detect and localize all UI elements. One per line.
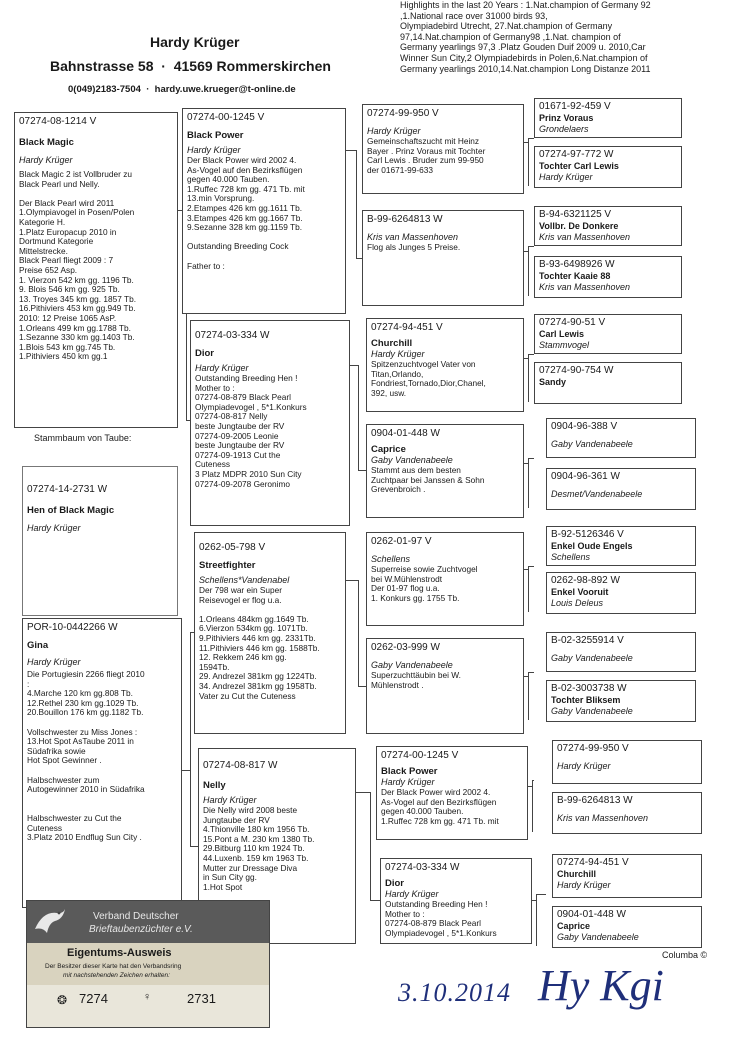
note-line: Der 798 war ein Super [199, 585, 283, 595]
connector-line [536, 894, 537, 946]
owner-contact [68, 84, 296, 95]
note-line: Bayer . Prinz Voraus mit Tochter [367, 145, 486, 156]
g4-ring-number: 07274-94-451 V [557, 857, 629, 868]
subject-breeder: Hardy Krüger [19, 155, 73, 165]
connector-line [346, 580, 358, 581]
g4-ring-number: 07274-90-754 W [539, 365, 614, 376]
connector-line [528, 672, 529, 720]
card-number-1: 7274 [79, 991, 108, 1006]
connector-line [532, 780, 534, 781]
connector-line [356, 792, 370, 793]
g4-ring-number: 01671-92-459 V [539, 101, 611, 112]
connector-line [528, 458, 529, 508]
partner-ring-number: 07274-14-2731 W [27, 484, 108, 495]
g3-ring-number: 0904-01-448 W [371, 428, 440, 439]
note-line: 13. Troyes 345 km gg. 1857 Tb. [19, 293, 136, 304]
card-gender-mark: ♀ [143, 991, 152, 1003]
note-line: As-Vogel auf den Bezirksflügen [381, 796, 497, 807]
note-line: 2010: 12 Preise 1065 AsP. [19, 312, 117, 323]
owner-address: Bahnstrasse 58 · 41569 Rommerskirchen [50, 58, 331, 74]
highlight-line: Winner Sun City,2 Olympiadebirds in Polen,6.Nat.champion of [400, 52, 648, 63]
dam-of-sire-box [190, 320, 350, 526]
note-line: Jungtaube der RV [203, 814, 270, 825]
note-line: Father to : [187, 260, 225, 271]
g3-breeder: Hardy Krüger [381, 777, 435, 787]
g4-breeder: Stammvogel [539, 340, 590, 350]
connector-line [532, 780, 533, 832]
card-ring-icon: ❂ [57, 993, 68, 1007]
g4-box-8 [546, 468, 696, 510]
g4-ring-number: 07274-90-51 V [539, 317, 606, 328]
note-line: 1.Ruffec 728 km gg. 471 Tb. mit [381, 815, 499, 826]
g4-box-4 [534, 256, 682, 298]
note-line: 1.Platz Europacup 2010 in [19, 226, 117, 237]
note-line: Preise 652 Asp. [19, 264, 78, 275]
note-line: 29. Andrezel 381km gg 1224Tb. [199, 671, 317, 682]
note-line: Black Magic 2 ist Vollbruder zu [19, 169, 132, 179]
g4-name: Prinz Voraus [539, 113, 594, 123]
g4-box-2 [534, 146, 682, 188]
ownership-card [26, 900, 270, 1028]
g3-breeder: Gaby Vandenabeele [371, 660, 453, 670]
note-line: 4.Marche 120 km gg.808 Tb. [27, 688, 133, 699]
g4-ring-number: 0904-96-388 V [551, 421, 618, 432]
connector-line [528, 246, 529, 296]
note-line: Gemeinschaftszucht mit Heinz [367, 136, 480, 146]
note-line: 16.Pithiviers 453 km gg.949 Tb. [19, 303, 136, 314]
note-line: Dortmund Kategorie [19, 236, 94, 247]
g3-name: Churchill [371, 338, 413, 349]
sire-of-dam-notes [199, 586, 341, 701]
connector-line [350, 365, 358, 366]
note-line: der 01671-99-633 [367, 164, 433, 175]
connector-line [536, 894, 546, 895]
g4-name: Tochter Kaaie 88 [539, 271, 611, 281]
g4-ring-number: 0262-98-892 W [551, 575, 620, 586]
g3-notes [367, 243, 519, 253]
handwritten-signature: Hy Kgi [538, 961, 664, 1010]
note-line: Zuchtpaar bei Janssen & Sohn [371, 474, 485, 485]
note-line: gegen 40.000 Tauben. [381, 806, 464, 817]
note-line: Vater zu Cut the Cuteness [199, 690, 296, 701]
g4-name: Tochter Carl Lewis [539, 161, 619, 171]
highlight-line: Highlights in the last 20 Years : 1.Nat.champion of Germany 92 [400, 0, 651, 10]
note-line: Halbschwester zu Cut the [27, 812, 122, 823]
g3-notes [371, 565, 519, 603]
note-line: beste Jungtaube der RV [195, 440, 285, 451]
note-line: Die Nelly wird 2008 beste [203, 805, 298, 815]
note-line: Die Portugiesin 2266 fliegt 2010 [27, 669, 145, 679]
g4-box-11 [546, 632, 696, 672]
g3-box-4 [366, 424, 524, 518]
g4-breeder: Hardy Krüger [557, 880, 611, 890]
g3-box-1 [362, 104, 524, 194]
g4-box-16 [552, 906, 702, 948]
note-line: Cuteness [195, 459, 231, 470]
connector-line [358, 580, 359, 686]
note-line: Outstanding Breeding Cock [187, 241, 289, 252]
sire-notes [187, 156, 341, 271]
note-line: Carl Lewis . Bruder zum 99-950 [367, 155, 484, 166]
note-line: Der Black Power wird 2002 4. [187, 155, 297, 165]
g4-ring-number: B-92-5126346 V [551, 529, 624, 540]
connector-line [182, 770, 190, 771]
note-line: 3.Platz 2010 Endflug Sun City . [27, 832, 142, 843]
note-line: Mittelstrecke. [19, 245, 68, 256]
note-line: Olympiadevogel , 5*1.Konkurs [385, 927, 497, 938]
g4-name: Vollbr. De Donkere [539, 221, 619, 231]
note-line: Mühlenstrodt . [371, 679, 424, 690]
g3-breeder: Hardy Krüger [367, 126, 421, 136]
highlight-line: Olympiadebird Utrecht, 27.Nat.champion of Germany [400, 21, 613, 32]
g4-breeder: Kris van Massenhoven [557, 813, 649, 823]
note-line: 12. Rekkem 246 km gg. [199, 652, 287, 663]
g4-breeder: Gaby Vandenabeele [551, 653, 633, 663]
note-line: 07274-09-2078 Geronimo [195, 478, 291, 489]
owner-name: Hardy Krüger [150, 34, 240, 50]
g3-notes [371, 671, 519, 690]
card-text-1: Der Besitzer dieser Karte hat den Verbandsring [45, 963, 182, 970]
g3-box-5 [366, 532, 524, 626]
note-line: 1.Hot Spot [203, 881, 243, 892]
note-line: Superzuchttäubin bei W. [371, 670, 461, 680]
note-line: Titan,Orlando, [371, 368, 424, 379]
columba-mark: Columba © [662, 950, 708, 960]
note-line: 1.Olympiavogel in Posen/Polen [19, 207, 135, 218]
g4-ring-number: 07274-97-772 W [539, 149, 614, 160]
g4-ring-number: B-02-3255914 V [551, 635, 624, 646]
g4-name: Tochter Bliksem [551, 695, 621, 705]
g3-box-2 [362, 210, 524, 306]
dam-of-sire-ring-number: 07274-03-334 W [195, 330, 270, 341]
note-line: in Sun City gg. [203, 872, 257, 883]
note-line: Olympiadevogel , 5*1.Konkurs [195, 401, 307, 412]
g3-notes [381, 788, 523, 826]
connector-line [370, 792, 371, 900]
owner-phone: 0(049)2183-7504 [68, 84, 141, 95]
partner-bird-box [22, 466, 178, 616]
note-line: Superreise sowie Zuchtvogel [371, 564, 478, 574]
dam-notes [27, 670, 177, 843]
sire-name: Black Power [187, 130, 244, 141]
g4-breeder: Grondelaers [539, 124, 589, 134]
note-line: 1.Blois 543 km gg.745 Tb. [19, 341, 116, 352]
sire-of-dam-box [194, 532, 346, 734]
g3-ring-number: 07274-94-451 V [371, 322, 443, 333]
connector-line [528, 246, 534, 247]
sire-of-dam-name: Streetfighter [199, 560, 256, 571]
note-line: Halbschwester zum [27, 774, 100, 785]
note-line: 34. Andrezel 381km gg 1958Tb. [199, 680, 317, 691]
note-line: Der 01-97 flog u.a. [371, 583, 440, 594]
note-line: beste Jungtaube der RV [195, 420, 285, 431]
note-line: 20.Bouillon 176 km gg.1182 Tb. [27, 707, 144, 718]
g4-ring-number: B-99-6264813 W [557, 795, 633, 806]
note-line: 1.Orleans 499 km gg.1788 Tb. [19, 322, 131, 333]
partner-name: Hen of Black Magic [27, 505, 115, 516]
connector-line [528, 354, 534, 355]
handwritten-date: 3.10.2014 [398, 978, 511, 1007]
sire-ring-number: 07274-00-1245 V [187, 112, 265, 123]
g4-breeder: Desmet/Vandenabeele [551, 489, 643, 499]
note-line: 13.min Vorsprung. [187, 193, 255, 204]
note-line: 1.Pithiviers 450 km gg.1 [19, 351, 108, 362]
dam-ring-number: POR-10-0442266 W [27, 622, 118, 633]
dam-box [22, 618, 182, 908]
highlight-line: 97,14.Nat.champion of Germany98 ,1.Nat. champion of [400, 31, 621, 42]
g4-breeder: Gaby Vandenabeele [557, 932, 639, 942]
g3-ring-number: B-99-6264813 W [367, 214, 443, 225]
g4-breeder: Hardy Krüger [557, 761, 611, 771]
sire-breeder: Hardy Krüger [187, 145, 241, 155]
sire-box [182, 108, 346, 314]
dam-of-dam-notes [203, 806, 351, 912]
connector-line [528, 138, 534, 139]
sire-of-dam-ring-number: 0262-05-798 V [199, 542, 266, 553]
dam-breeder: Hardy Krüger [27, 657, 81, 667]
g3-breeder: Gaby Vandenabeele [371, 455, 453, 465]
note-line: : [27, 678, 30, 689]
g3-ring-number: 0262-03-999 W [371, 642, 440, 653]
g4-ring-number: B-93-6498926 W [539, 259, 615, 270]
note-line: Mutter zur Dressage Diva [203, 862, 298, 873]
g3-name: Dior [385, 878, 404, 889]
subject-ring-number: 07274-08-1214 V [19, 116, 97, 127]
g3-notes [371, 466, 519, 495]
highlight-line: ,1.National race over 31000 birds 93, [400, 10, 548, 21]
note-line: Hot Spot Gewinner . [27, 755, 102, 766]
dam-of-sire-name: Dior [195, 348, 214, 359]
g3-ring-number: 07274-03-334 W [385, 862, 460, 873]
stammbaum-label: Stammbaum von Taube: [34, 433, 132, 443]
g4-name: Caprice [557, 921, 591, 931]
g3-breeder: Kris van Massenhoven [367, 232, 459, 242]
note-line: Autogewinner 2010 in Südafrika [27, 784, 145, 795]
note-line: 2.Etampes 426 km gg.1611 Tb. [187, 202, 302, 213]
subject-notes [19, 170, 173, 362]
note-line: 4.Thionville 180 km 1956 Tb. [203, 824, 310, 835]
note-line: 392, usw. [371, 387, 407, 398]
connector-line [528, 138, 529, 186]
g4-breeder: Hardy Krüger [539, 172, 593, 182]
card-text-2: mit nachstehenden Zeichen erhalten: [63, 972, 170, 979]
g3-name: Black Power [381, 766, 438, 777]
g4-box-12 [546, 680, 696, 722]
g4-ring-number: 0904-96-361 W [551, 471, 620, 482]
g4-breeder: Kris van Massenhoven [539, 232, 631, 242]
note-line: Spitzenzuchtvogel Vater von [371, 359, 476, 369]
g3-ring-number: 07274-00-1245 V [381, 750, 459, 761]
note-line: Outstanding Breeding Hen ! [195, 373, 298, 383]
dam-of-dam-breeder: Hardy Krüger [203, 795, 257, 805]
note-line: Cuteness [27, 822, 63, 833]
connector-line [356, 150, 357, 258]
g3-notes [385, 900, 527, 938]
connector-line [358, 686, 366, 687]
g4-breeder: Schellens [551, 552, 591, 562]
g4-ring-number: B-02-3003738 W [551, 683, 627, 694]
connector-line [528, 354, 529, 402]
g3-ring-number: 0262-01-97 V [371, 536, 432, 547]
note-line: 07274-09-1913 Cut the [195, 449, 281, 460]
note-line: 29.Bitburg 110 km 1924 Tb. [203, 843, 305, 854]
dam-of-sire-notes [195, 374, 345, 489]
note-line: 1.Ruffec 728 km gg. 471 Tb. mit [187, 183, 305, 194]
note-line: Kategorie H. [19, 216, 66, 227]
note-line: Fondriest,Tornado,Dior,Chanel, [371, 378, 486, 389]
note-line: 9.Pithiviers 446 km gg. 2331Tb. [199, 632, 316, 643]
g3-breeder: Hardy Krüger [385, 889, 439, 899]
g4-box-15 [552, 854, 702, 898]
note-line: 1.Orleans 484km gg.1649 Tb. [199, 613, 309, 624]
note-line [27, 795, 177, 805]
g4-box-13 [552, 740, 702, 784]
note-line: Reisevogel er flog u.a. [199, 594, 282, 605]
note-line: 1. Vierzon 542 km gg. 1196 Tb. [19, 274, 134, 285]
card-title: Eigentums-Ausweis [67, 947, 172, 959]
owner-email[interactable]: hardy.uwe.krueger@t-online.de [154, 84, 296, 95]
note-line: 44.Luxenb. 159 km 1963 Tb. [203, 852, 309, 863]
g3-notes [371, 360, 519, 398]
dam-of-sire-breeder: Hardy Krüger [195, 363, 249, 373]
connector-line [190, 846, 198, 847]
note-line: 07274-08-817 Nelly [195, 411, 268, 422]
note-line: Black Pearl und Nelly. [19, 178, 100, 189]
note-line: Vollschwester zu Miss Jones : [27, 726, 138, 737]
note-line: Black Pearl fliegt 2009 : 7 [19, 255, 114, 266]
note-line: Mother to : [385, 908, 425, 919]
note-line: bei W.Mühlenstrodt [371, 573, 443, 584]
g3-box-6 [366, 638, 524, 734]
subject-bird-box [14, 112, 178, 428]
note-line: 13.Hot Spot AsTaube 2011 in [27, 736, 134, 747]
highlights-block [400, 0, 745, 74]
note-line: 9. Blois 546 km gg. 925 Tb. [19, 284, 120, 295]
g4-box-7 [546, 418, 696, 458]
note-line: Südafrika sowie [27, 745, 86, 756]
dam-name: Gina [27, 640, 49, 651]
g4-box-14 [552, 792, 702, 834]
highlight-line: Germany yearlings 97,3 .Platz Gouden Duif 2009 u. 2010,Car [400, 42, 646, 53]
note-line: As-Vogel auf den Bezirksflügen [187, 164, 303, 175]
connector-line [190, 632, 191, 846]
note-line: Mother to : [195, 382, 235, 393]
note-line: 3 Platz MDPR 2010 Sun City [195, 468, 302, 479]
partner-breeder: Hardy Krüger [27, 523, 81, 533]
connector-line [528, 672, 534, 673]
connector-line [528, 566, 529, 612]
g4-breeder: Kris van Massenhoven [539, 282, 631, 292]
g4-ring-number: 0904-01-448 W [557, 909, 626, 920]
connector-line [346, 150, 356, 151]
g3-name: Caprice [371, 444, 406, 455]
note-line: 3.Etampes 426 km gg.1667 Tb. [187, 212, 303, 223]
g4-name: Carl Lewis [539, 329, 585, 339]
g4-box-3 [534, 206, 682, 246]
g4-breeder: Gaby Vandenabeele [551, 706, 633, 716]
g4-name: Churchill [557, 869, 597, 879]
sire-of-dam-breeder: Schellens*Vandenabel [199, 575, 290, 585]
card-ring-area [27, 985, 270, 1028]
g4-box-10 [546, 572, 696, 614]
g3-breeder: Schellens [371, 554, 411, 564]
g4-box-9 [546, 526, 696, 566]
note-line: 9.Sezanne 328 km gg.1159 Tb. [187, 222, 303, 233]
note-line: 1594Tb. [199, 661, 230, 672]
card-org-line2: Brieftaubenzüchter e.V. [89, 924, 193, 935]
note-line: 07274-09-2005 Leonie [195, 430, 279, 441]
note-line: Stammt aus dem besten [371, 465, 461, 475]
note-line: 1.Sezanne 330 km gg.1403 Tb. [19, 332, 135, 343]
g3-box-8 [380, 858, 532, 944]
g3-breeder: Hardy Krüger [371, 349, 425, 359]
note-line: Grevenbroich . [371, 484, 426, 495]
g4-box-1 [534, 98, 682, 138]
connector-line [358, 470, 366, 471]
note-line: 07274-08-879 Black Pearl [385, 918, 481, 929]
note-line: gegen 40.000 Tauben. [187, 174, 270, 185]
g4-box-5 [534, 314, 682, 354]
g3-ring-number: 07274-99-950 V [367, 108, 439, 119]
g3-notes [367, 137, 519, 175]
note-line: Flog als Junges 5 Preise. [367, 242, 461, 252]
eagle-logo-icon [33, 907, 67, 937]
note-line: Der Black Power wird 2002 4. [381, 787, 491, 797]
g4-box-6 [534, 362, 682, 404]
note-line: 11.Pithiviers 446 km gg. 1588Tb. [199, 642, 320, 653]
g4-name: Sandy [539, 377, 567, 387]
card-org-line1: Verband Deutscher [93, 911, 179, 922]
connector-line [358, 365, 359, 470]
g3-box-7 [376, 746, 528, 840]
contact-separator: · [146, 84, 150, 95]
highlight-line: Germany yearlings 2010,14.Nat.champion Long Distanze 2011 [400, 63, 651, 74]
note-line: 12.Rethel 230 km gg.1029 Tb. [27, 697, 139, 708]
g4-breeder: Gaby Vandenabeele [551, 439, 633, 449]
connector-line [370, 900, 380, 901]
g3-box-3 [366, 318, 524, 412]
note-line: 6.Vierzon 534km gg. 1071Tb. [199, 623, 308, 634]
note-line: 1. Konkurs gg. 1755 Tb. [371, 592, 460, 603]
note-line: 07274-08-879 Black Pearl [195, 392, 291, 403]
connector-line [528, 566, 534, 567]
g4-ring-number: B-94-6321125 V [539, 209, 612, 220]
dam-of-dam-ring-number: 07274-08-817 W [203, 760, 278, 771]
g4-name: Enkel Oude Engels [551, 541, 633, 551]
dam-of-dam-name: Nelly [203, 780, 226, 791]
note-line: Outstanding Breeding Hen ! [385, 899, 488, 909]
subject-name: Black Magic [19, 137, 74, 148]
g4-name: Enkel Vooruit [551, 587, 609, 597]
g4-ring-number: 07274-99-950 V [557, 743, 629, 754]
note-line: 15.Pont a M. 230 km 1380 Tb. [203, 833, 315, 844]
g4-breeder: Louis Deleus [551, 598, 604, 608]
note-line: Der Black Pearl wird 2011 [19, 197, 115, 208]
connector-line [528, 458, 534, 459]
card-number-2: 2731 [187, 991, 216, 1006]
